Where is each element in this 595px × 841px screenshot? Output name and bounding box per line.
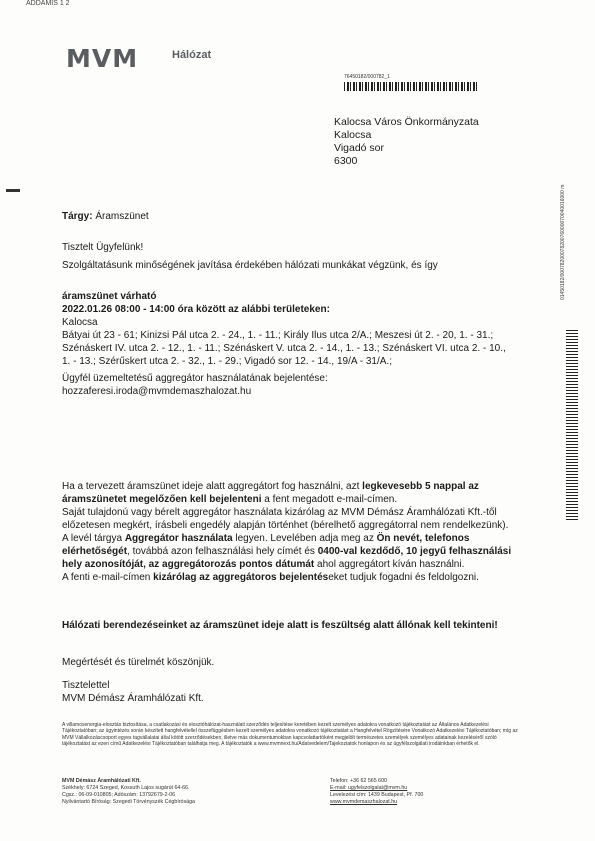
footer-seat: Székhely: 6724 Szeged, Kossuth Lajos sugárút 64-66. — [62, 785, 190, 791]
footer-phone: Telefon: +36 62 565 600 — [330, 778, 387, 784]
instruction-p1: Ha a tervezett áramszünet ideje alatt aggregátort fog használni, azt legkevesebb 5 nappal az áramszünetet megelőzően kell bejelenteni a fent megadott e-mail-címen. — [62, 481, 479, 505]
instructions-block — [62, 480, 522, 584]
greeting: Tisztelt Ügyfelünk! — [62, 242, 144, 253]
footer-court: Nyilvántartó Bíróság: Szegedi Törvényszék Cégbírósága — [62, 799, 195, 805]
outage-city: Kalocsa — [62, 317, 98, 328]
recipient-name: Kalocsa Város Önkormányzata — [334, 116, 479, 128]
outage-block — [62, 290, 512, 368]
instruction-p4: A fenti e-mail-címen kizárólag az aggregátoros bejelentéseket tudjuk fogadni és feldolgozni. — [62, 572, 479, 583]
footer-postal: Levelezési cím: 1439 Budapest, Pf. 700 — [330, 792, 424, 798]
outage-time: 2022.01.26 08:00 - 14:00 óra között az alábbi területeken: — [62, 304, 330, 315]
footer-registration: Cgsz.: 06-09-010805; Adószám: 13792679-2-06 — [62, 792, 176, 798]
notice-label: Ügyfél üzemeltetésű aggregátor használatának bejelentése: — [62, 373, 328, 384]
thanks-text: Megértését és türelmét köszönjük. — [62, 657, 215, 668]
fold-mark — [6, 189, 20, 192]
postal-barcode — [344, 82, 479, 91]
recipient-zip: 6300 — [334, 155, 358, 167]
recipient-address — [334, 116, 479, 168]
intro-text: Szolgáltatásunk minőségének javítása érdekében hálózati munkákat végzünk, és így — [62, 260, 438, 271]
notice-block — [62, 372, 512, 398]
footer-company — [62, 778, 282, 806]
side-code: 01450182/0007820007820076000070040016000 m — [560, 184, 566, 300]
subject-text: Áramszünet — [95, 211, 149, 222]
side-barcode — [566, 330, 578, 520]
outage-heading: áramszünet várható — [62, 291, 157, 302]
instruction-p2: Saját tulajdonú vagy bérelt aggregátor használata kizárólag az MVM Démász Áramhálózati Kft.-től előzetesen megkért, írásbeli engedély alapján történhet (bérelhető aggregátorral nem rendelkezünk). — [62, 507, 509, 531]
footer-company-name: MVM Démász Áramhálózati Kft. — [62, 778, 141, 784]
logo-subtitle: Hálózat — [172, 49, 212, 61]
footer-email[interactable]: E-mail: ugyfelszolgalat@mvm.hu — [330, 785, 408, 791]
signature — [62, 679, 204, 705]
subject-label: Tárgy: — [62, 211, 93, 222]
signature-closing: Tisztelettel — [62, 680, 110, 691]
recipient-city: Kalocsa — [334, 129, 372, 141]
legal-notice: A villamosenergia-elosztás biztosítása, a csatlakozási és elosztóhálózat-használati szerződés teljesítése keretében kezelt személyes adatokra vonatkozó tájékoztatást az Általános Adatkezelési Tájékoztatóban; az ügyintézés során készített hangfelvétellel összefüggésben kezelt személyes adatokra vonatkozó tájékoztatást a Hangfelvétel Rögzítésére Vonatkozó Adatkezelési Tájékoztatóban; míg az MVM Vállalkozáscsoport egyes tagvállalatai által kötött szerződésekben, illetve más dokumentumokban kapcsolattartóként megjelölt természetes személyek személyes adatainak kezelésérőI szóló tájékoztatást az ezen című Adatkezelési Tájékoztatóban találhatja meg. A tájékoztatók a www.mvmnext.hu/Adatvedelem/Tajekoztatok honlapon és az ügyfélszolgálati irodáinkban érhetők el. — [62, 722, 518, 747]
notice-email[interactable]: hozzaferesi.iroda@mvmdemaszhalozat.hu — [62, 386, 252, 397]
footer-web[interactable]: www.mvmdemaszhalozat.hu — [330, 799, 398, 805]
document-code: 76450182/000782_1 — [344, 74, 390, 80]
footer-contact — [330, 778, 530, 806]
signature-company: MVM Démász Áramhálózati Kft. — [62, 693, 204, 704]
subject-line — [62, 210, 149, 223]
recipient-street: Vigadó sor — [334, 142, 385, 154]
outage-streets: Bátyai út 23 - 61; Kinizsi Pál utca 2. - 24., 1. - 11.; Király Ilus utca 2/A.; Meszesi út 2. - 20, 1. - 31.; Szénáskert IV. utca 2. - 12., 1. - 11.; Szénáskert V. utca 2. - 14., 1. - 13.; Szénáskert VI. utca 2. - 10., 1. - 13.; Szérűskert utca 2. - 32., 1. - 29.; Vigadó sor 12. - 14., 19/A - 31/A.; — [62, 330, 506, 367]
mvm-logo: MVM — [66, 44, 139, 73]
instruction-p3: A levél tárgya Aggregátor használata legyen. Levelében adja meg az Ön nevét, telefonos elérhetőségét, továbbá azon felhasználási hely címét és 0400-val kezdődő, 10 jegyű felhasználási hely azonosítóját, az aggregátorozás pontos dátumát ahol aggregátort kíván használni. — [62, 533, 512, 570]
top-mark: ADDÁMIS 1 2 — [26, 0, 70, 7]
safety-warning: Hálózati berendezéseinket az áramszünet ideje alatt is feszültség alatt állónak kell tekinteni! — [62, 620, 498, 631]
